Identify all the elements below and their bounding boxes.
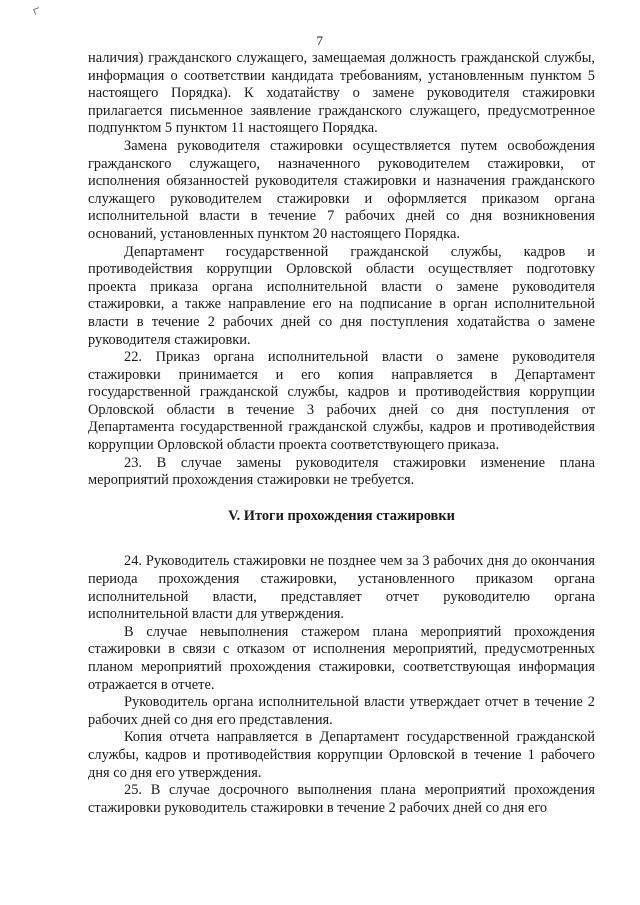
paragraph-department-preparation: Департамент государственной гражданской службы, кадров и противодействия коррупции Орловской области осуществляет подготовку проекта приказа органа исполнительной власти о замене руководителя стажировки, а также направление его на подписание в орган исполнительной власти в течение 2 рабочих дней со дня поступления ходатайства о замене руководителя стажировки. bbox=[88, 243, 595, 348]
paragraph-continuation: наличия) гражданского служащего, замещаемая должность гражданской службы, информация о соответствии кандидата требованиям, установленным пунктом 5 настоящего Порядка). К ходатайству о замене руководителя стажировки прилагается письменное заявление гражданского служащего, предусмотренное подпунктом 5 пунктом 11 настоящего Порядка. bbox=[88, 50, 595, 137]
paragraph-report-approval: Руководитель органа исполнительной власти утверждает отчет в течение 2 рабочих дней со дня его представления. bbox=[88, 694, 595, 728]
paragraph-replacement-procedure: Замена руководителя стажировки осуществляется путем освобождения гражданского служащего, назначенного руководителем стажировки, от исполнения обязанностей руководителя стажировки и назначения гражданского служащего руководителем стажировки и оформляется приказом органа исполнительной власти в течение 7 рабочих дней со дня возникновения оснований, установленных пунктом 20 настоящего Порядка. bbox=[88, 137, 595, 242]
paragraph-item-24: 24. Руководитель стажировки не позднее чем за 3 рабочих дня до окончания периода прохождения стажировки, установленного приказом органа исполнительной власти, представляет отчет руководителю органа исполнительной власти для утверждения. bbox=[88, 553, 595, 623]
paragraph-plan-failure: В случае невыполнения стажером плана мероприятий прохождения стажировки в связи с отказом от исполнения мероприятий, предусмотренных планом мероприятий прохождения стажировки, соответствующая информация отражается в отчете. bbox=[88, 623, 595, 693]
scan-mark bbox=[33, 7, 41, 15]
paragraph-report-copy: Копия отчета направляется в Департамент государственной гражданской службы, кадров и противодействия коррупции Орловской в течение 1 рабочего дня со дня его утверждения. bbox=[88, 729, 595, 781]
section-heading: V. Итоги прохождения стажировки bbox=[228, 507, 455, 524]
document-body bbox=[88, 50, 595, 817]
paragraph-item-22: 22. Приказ органа исполнительной власти о замене руководителя стажировки принимается и его копия направляется в Департамент государственной гражданской службы, кадров и противодействия коррупции Орловской области в течение 3 рабочих дней со дня поступления от Департамента государственной гражданской службы, кадров и противодействия коррупции Орловской области проекта соответствующего приказа. bbox=[88, 349, 595, 454]
paragraph-item-25: 25. В случае досрочного выполнения плана мероприятий прохождения стажировки руководитель стажировки в течение 2 рабочих дней со дня его bbox=[88, 782, 595, 816]
paragraph-item-23: 23. В случае замены руководителя стажировки изменение плана мероприятий прохождения стажировки не требуется. bbox=[88, 454, 595, 489]
page-number: 7 bbox=[316, 33, 324, 48]
